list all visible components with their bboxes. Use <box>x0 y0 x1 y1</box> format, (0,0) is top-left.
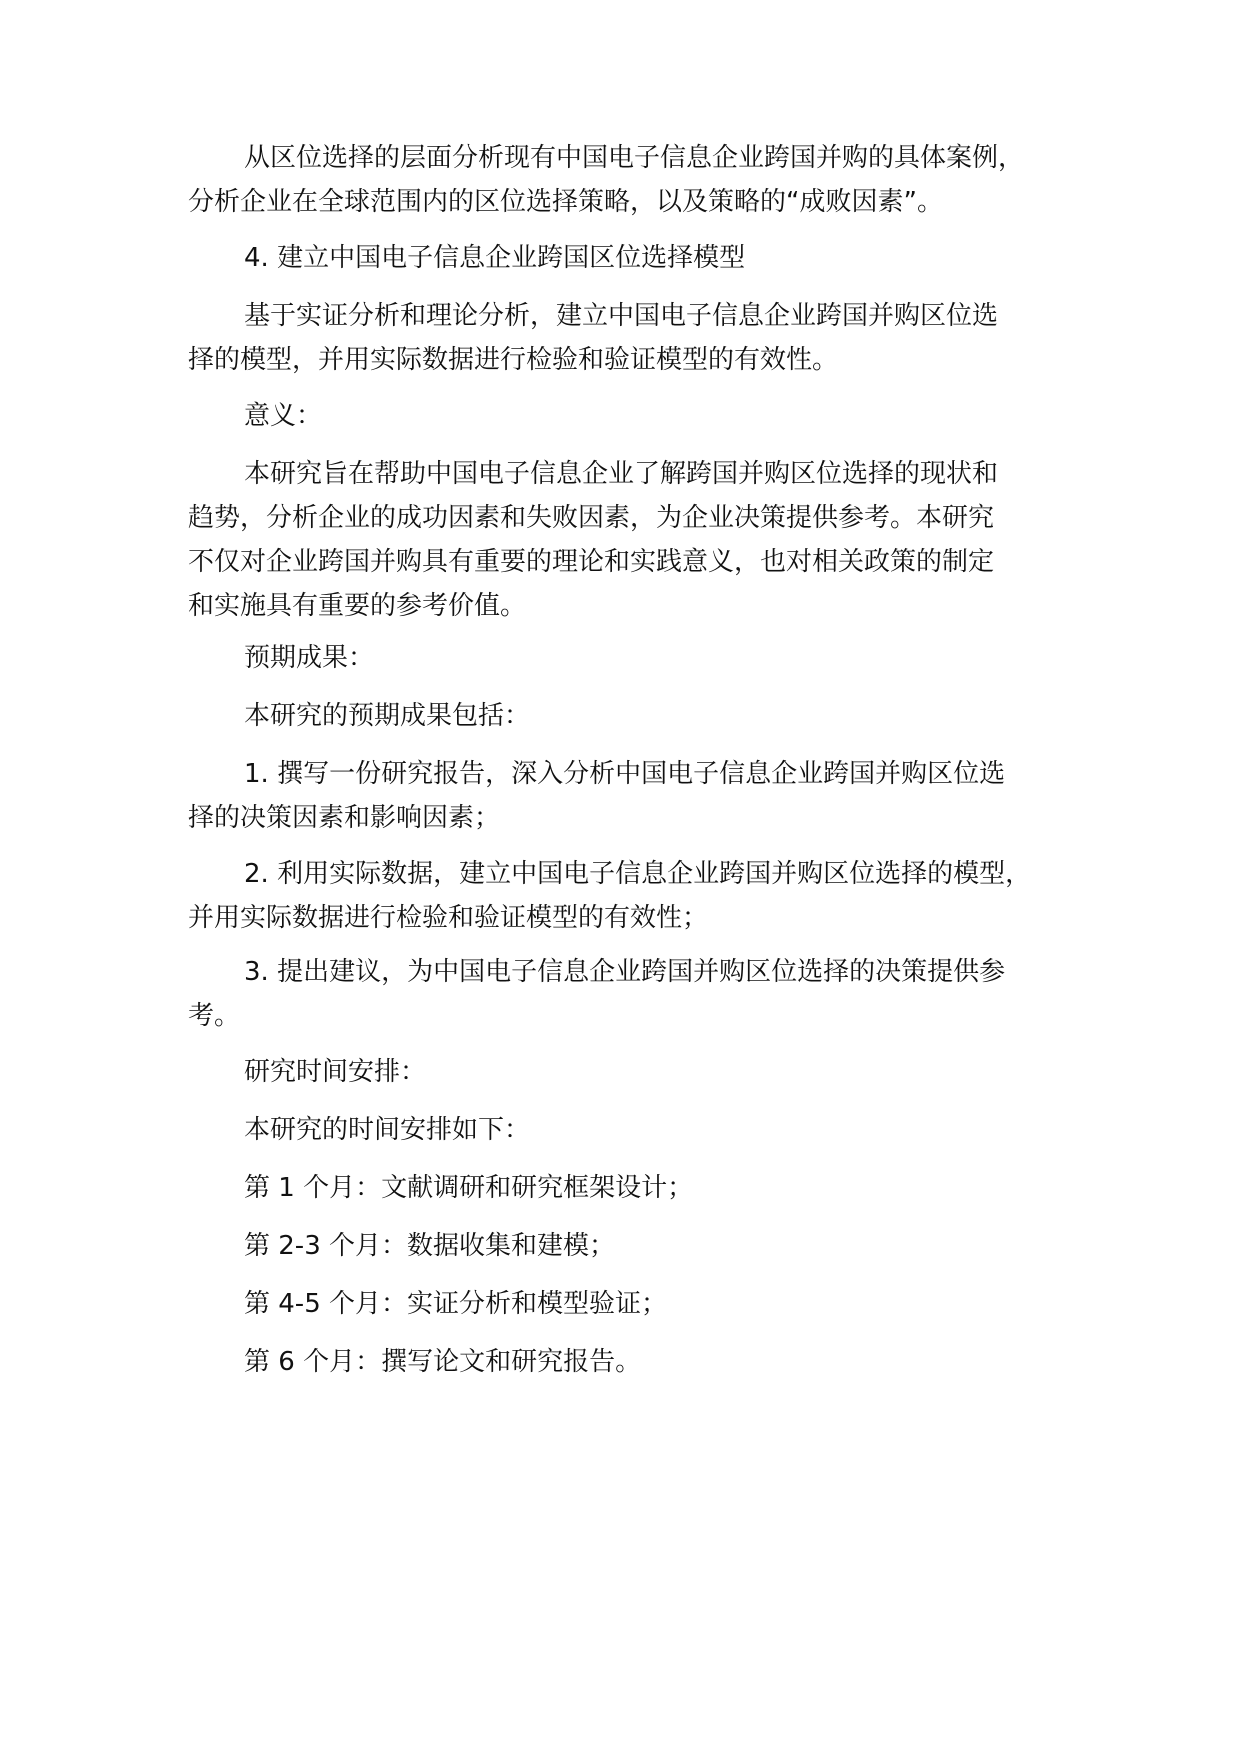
text-line: 本研究的预期成果包括： <box>244 701 531 731</box>
text-line: 不仅对企业跨国并购具有重要的理论和实践意义，也对相关政策的制定 <box>188 547 995 577</box>
schedule-item-1 <box>188 1166 1088 1210</box>
text-line: 择的决策因素和影响因素； <box>188 803 501 833</box>
text-line: 基于实证分析和理论分析，建立中国电子信息企业跨国并购区位选 <box>244 301 999 331</box>
heading-significance <box>188 394 1088 438</box>
text-line: 本研究的时间安排如下： <box>244 1115 531 1145</box>
heading-schedule <box>188 1050 1088 1094</box>
schedule-item-4 <box>188 1340 1088 1384</box>
text-line: 并用实际数据进行检验和验证模型的有效性； <box>188 903 709 933</box>
outcome-item-2 <box>188 852 1088 940</box>
text-line: 从区位选择的层面分析现有中国电子信息企业跨国并购的具体案例， <box>244 143 1025 173</box>
text-line: 和实施具有重要的参考价值。 <box>188 591 527 621</box>
text-line: 第 2-3 个月：数据收集和建模； <box>244 1231 615 1261</box>
text-line: 趋势，分析企业的成功因素和失败因素，为企业决策提供参考。本研究 <box>188 503 995 533</box>
text-line: 预期成果： <box>244 643 375 673</box>
schedule-item-3 <box>188 1282 1088 1326</box>
text-line: 分析企业在全球范围内的区位选择策略，以及策略的“成败因素”。 <box>188 187 943 217</box>
outcome-item-3 <box>188 950 1088 1038</box>
schedule-item-2 <box>188 1224 1088 1268</box>
paragraph-schedule-intro <box>188 1108 1088 1152</box>
outcome-item-1 <box>188 752 1088 840</box>
text-line: 4. 建立中国电子信息企业跨国区位选择模型 <box>244 243 746 273</box>
text-line: 1. 撰写一份研究报告，深入分析中国电子信息企业跨国并购区位选 <box>244 759 1006 789</box>
paragraph-outcomes-intro <box>188 694 1088 738</box>
paragraph-case-analysis <box>188 136 1088 224</box>
text-line: 考。 <box>188 1001 241 1031</box>
section-heading-model <box>188 236 1088 280</box>
heading-expected-outcomes <box>188 636 1088 680</box>
text-line: 第 6 个月：撰写论文和研究报告。 <box>244 1347 642 1377</box>
text-line: 第 4-5 个月：实证分析和模型验证； <box>244 1289 667 1319</box>
text-line: 择的模型，并用实际数据进行检验和验证模型的有效性。 <box>188 345 839 375</box>
paragraph-model-building <box>188 294 1088 382</box>
text-line: 研究时间安排： <box>244 1057 427 1087</box>
text-line: 本研究旨在帮助中国电子信息企业了解跨国并购区位选择的现状和 <box>244 459 999 489</box>
text-line: 3. 提出建议，为中国电子信息企业跨国并购区位选择的决策提供参 <box>244 957 1006 987</box>
text-line: 第 1 个月：文献调研和研究框架设计； <box>244 1173 694 1203</box>
paragraph-significance <box>188 452 1088 628</box>
text-line: 意义： <box>244 401 323 431</box>
text-line: 2. 利用实际数据，建立中国电子信息企业跨国并购区位选择的模型， <box>244 859 1032 889</box>
